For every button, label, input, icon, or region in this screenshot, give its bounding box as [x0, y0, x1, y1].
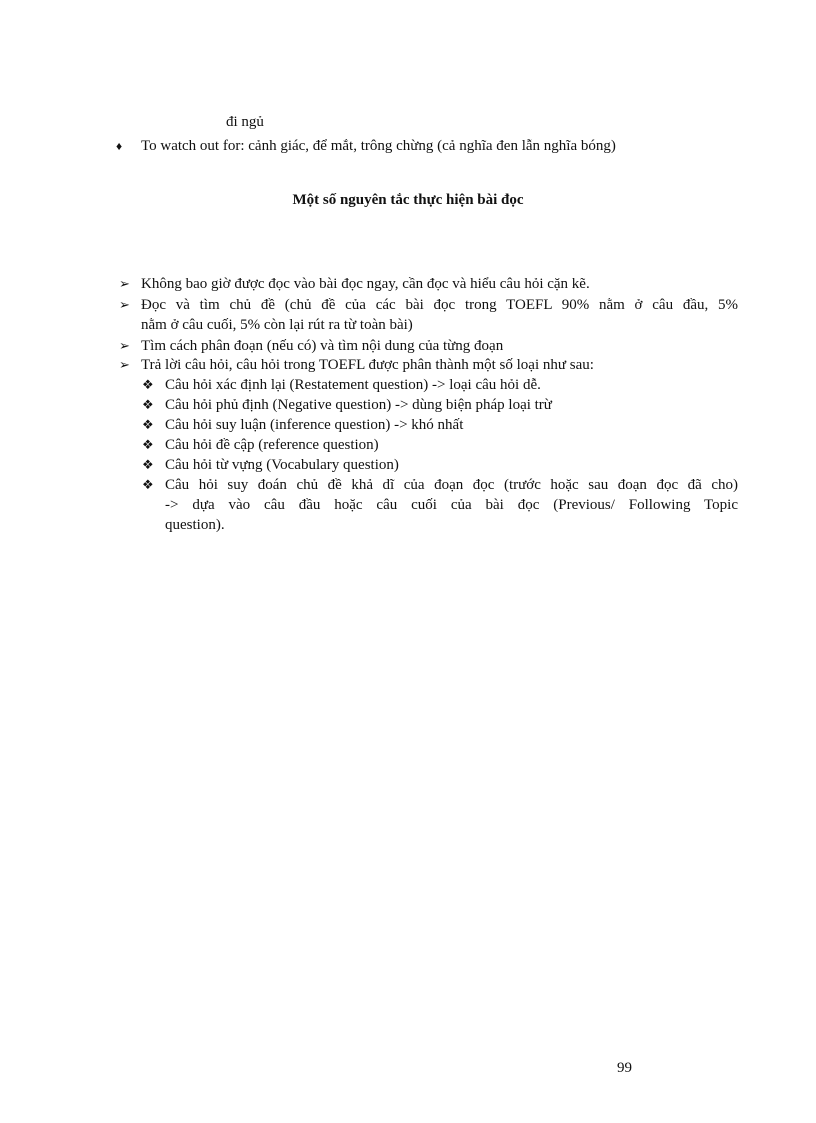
question-type-item: Câu hỏi suy đoán chủ đề khả dĩ của đoạn đọc (trước hoặc sau đoạn đọc đã cho)	[165, 477, 738, 493]
question-type-item: Câu hỏi suy luận (inference question) -> khó nhất	[165, 417, 464, 433]
diamond-star-bullet-icon: ❖	[142, 417, 154, 432]
arrow-bullet-icon: ➢	[119, 338, 130, 353]
diamond-star-bullet-icon: ❖	[142, 437, 154, 452]
rule-item: Không bao giờ được đọc vào bài đọc ngay, cần đọc và hiểu câu hỏi cặn kẽ.	[141, 276, 590, 292]
question-type-item-continuation: -> dựa vào câu đầu hoặc câu cuối của bài đọc (Previous/ Following Topic	[165, 497, 738, 513]
rule-item: Tìm cách phân đoạn (nếu có) và tìm nội dung của từng đoạn	[141, 338, 504, 354]
diamond-star-bullet-icon: ❖	[142, 397, 154, 412]
question-type-item: Câu hỏi đề cập (reference question)	[165, 437, 379, 453]
page-number: 99	[617, 1060, 632, 1076]
diamond-bullet-icon: ♦	[116, 139, 123, 153]
watch-out-text: To watch out for: cảnh giác, để mắt, trông chừng (cả nghĩa đen lẫn nghĩa bóng)	[141, 138, 616, 154]
question-type-item: Câu hỏi từ vựng (Vocabulary question)	[165, 457, 399, 473]
rule-item: Trả lời câu hỏi, câu hỏi trong TOEFL được phân thành một số loại như sau:	[141, 357, 594, 373]
continuation-text: đi ngủ	[226, 114, 264, 130]
arrow-bullet-icon: ➢	[119, 297, 130, 312]
arrow-bullet-icon: ➢	[119, 276, 130, 291]
arrow-bullet-icon: ➢	[119, 357, 130, 372]
diamond-star-bullet-icon: ❖	[142, 477, 154, 492]
rule-item: Đọc và tìm chủ đề (chủ đề của các bài đọc trong TOEFL 90% nằm ở câu đầu, 5%	[141, 297, 738, 313]
question-type-item-continuation: question).	[165, 517, 225, 533]
section-heading: Một số nguyên tắc thực hiện bài đọc	[292, 192, 524, 208]
rule-item-continuation: nằm ở câu cuối, 5% còn lại rút ra từ toàn bài)	[141, 317, 413, 333]
question-type-item: Câu hỏi phủ định (Negative question) -> dùng biện pháp loại trừ	[165, 397, 552, 413]
question-type-item: Câu hỏi xác định lại (Restatement question) -> loại câu hỏi dễ.	[165, 377, 541, 393]
diamond-star-bullet-icon: ❖	[142, 377, 154, 392]
diamond-star-bullet-icon: ❖	[142, 457, 154, 472]
